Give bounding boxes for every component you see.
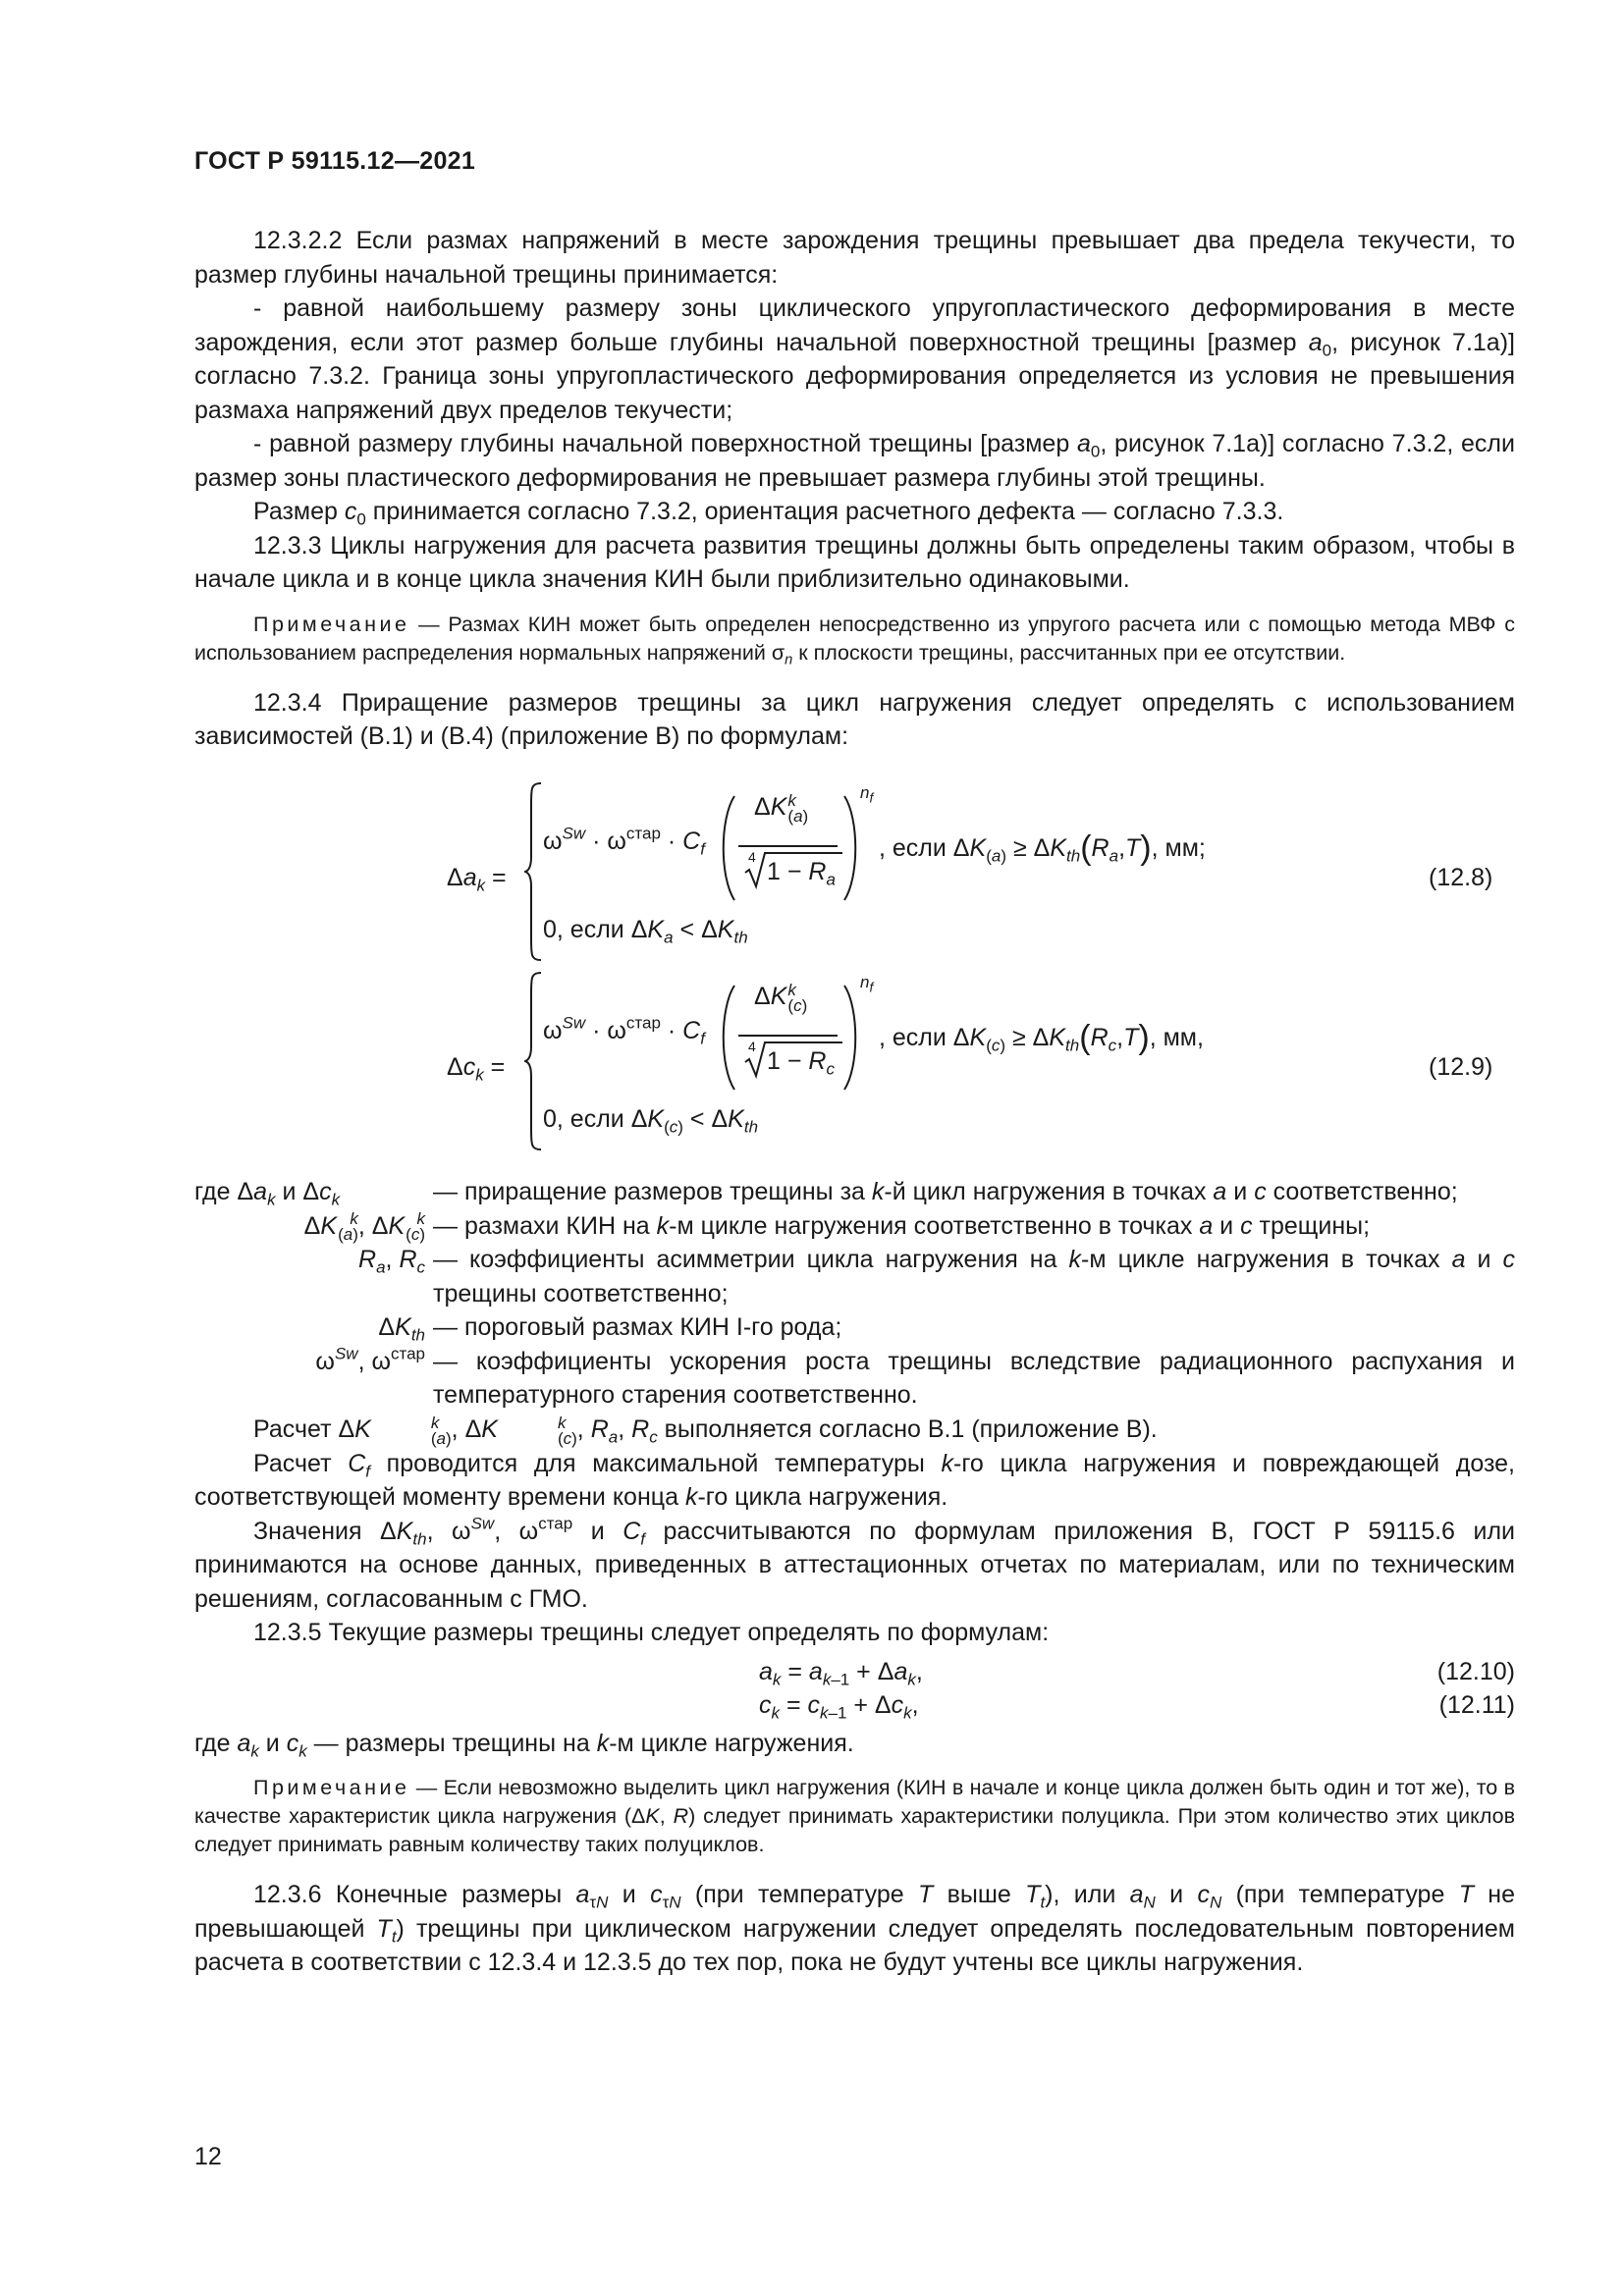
note-1: Примечание — Размах КИН может быть определен непосредственно из упругого расчета или с помощью метода МВФ с использованием распределения нормальных напряжений $\sigma_n$ к плоскости трещины, рассчитанных при ее отсутствии.	[194, 612, 1515, 668]
list-item-1: - равной наибольшему размеру зоны циклического упругопластического деформирования в месте зарождения, если этот размер больше глубины начальной поверхностной трещины [размер $a_0$, рисунок 7.1а)] согласно 7.3.2. Граница зоны упругопластического деформирования определяется из условия не превышения размаха напряжений двух пределов текучести;	[194, 294, 1515, 424]
left-paren-icon	[716, 984, 737, 1092]
formula-lhs: $\Delta a_k$ =	[447, 864, 507, 895]
definition-text: — коэффициенты ускорения роста трещины вследствие радиационного распухания и температурного старения соответственно.	[433, 1347, 1515, 1410]
paragraph-where-2: где $a_k$ и $c_k$ — размеры трещины на k-м цикле нагружения.	[194, 1729, 854, 1761]
paragraph-12-3-6: 12.3.6 Конечные размеры $a_{\tau N}$ и $c_{\tau N}$ (при температуре T выше $T_t$), или $a_N$ и $c_N$ (при температуре T не превышающей $T_t$) трещины при циклическом нагружении следует определять последовательным повторением расчета в соответствии с 12.3.4 и 12.3.5 до тех пор, пока не будут учтены все циклы нагружения.	[194, 1881, 1516, 1977]
definitions-list	[194, 1175, 1515, 1413]
text-block-bottom	[194, 1175, 1515, 1980]
paragraph-calc-1: Расчет ΔK k (a) , ΔK k (c) , $R_a$, $R_c$ выполняется согласно В.1 (приложение В).	[253, 1413, 1158, 1448]
note-2: Примечание — Если невозможно выделить цикл нагружения (КИН в начале и конце цикла должен быть один и тот же), то в качестве характеристик цикла нагружения (ΔK, R) следует принимать характеристики полуцикла. При этом количество этих циклов следует принимать равным количеству таких полуциклов.	[194, 1776, 1515, 1857]
definition-text: — размахи КИН на k-м цикле нагружения соответственно в точках a и c трещины;	[433, 1211, 1371, 1240]
definition-symbol: $\Delta K_{th}$	[378, 1313, 425, 1345]
formula-12-10: $a_k = a_{k-1} + \Delta a_k$, (12.10)	[759, 1657, 1515, 1689]
paragraph-12-3-5: 12.3.5 Текущие размеры трещины следует определять по формулам:	[253, 1619, 1050, 1647]
paragraph-12-3-3: 12.3.3 Циклы нагружения для расчета развития трещины должны быть определены таким образом, чтобы в начале цикла и в конце цикла значения КИН были приблизительно одинаковыми.	[194, 531, 1515, 593]
document-header: ГОСТ Р 59115.12—2021	[194, 147, 476, 175]
definition-symbol: где $\Delta a_k$ и $\Delta c_k$	[194, 1178, 341, 1209]
definition-symbol: $R_a$, $R_c$	[358, 1246, 425, 1277]
page-number: 12	[194, 2143, 222, 2170]
formula-12-8: $\Delta a_k$ = $\omega^{Sw} \cdot \omega^{стар} \cdot C_f$ ΔK k (a) 4 $1 - R_a$ $n_f$ , если $\Delta K_{(a)} \ge \Delta K_{th}(R_a,T)$, мм; (12.8) 0, если $\Delta K_a < \Delta K_{th}$	[0, 780, 1624, 967]
paragraph-12-3-2-2: 12.3.2.2 Если размах напряжений в месте зарождения трещины превышает два предела текучести, то размер глубины начальной трещины принимается:	[194, 227, 1515, 289]
left-paren-icon	[716, 794, 737, 902]
definition-text: — приращение размеров трещины за k-й цикл нагружения в точках a и c соответственно;	[433, 1178, 1458, 1205]
paragraph-calc-2: Расчет $C_f$ проводится для максимальной температуры k-го цикла нагружения и повреждающей дозе, соответствующей моменту времени конца k-го цикла нагружения.	[194, 1449, 1515, 1512]
paragraph-values: Значения $\Delta K_{th}$, $\omega^{Sw}$, $\omega^{стар}$ и $C_f$ рассчитываются по формулам приложения В, ГОСТ Р 59115.6 или принимаются на основе данных, приведенных в аттестационных отчетах по материалам, или по техническим решениям, согласованным с ГМО.	[194, 1514, 1515, 1613]
definition-text: — коэффициенты асимметрии цикла нагружения на k-м цикле нагружения в точках a и c трещины соответственно;	[433, 1246, 1515, 1308]
brace-icon	[524, 782, 544, 961]
definition-symbol: ΔK k (a) , ΔK k (c)	[303, 1209, 425, 1245]
formula-12-9: $\Delta c_k$ = $\omega^{Sw} \cdot \omega^{стар} \cdot C_f$ ΔK k (c) 4 $1 - R_c$ $n_f$ , если $\Delta K_{(c)} \ge \Delta K_{th}(R_c,T)$, мм, (12.9) 0, если $\Delta K_{(c)} < \Delta K_{th}$	[0, 970, 1624, 1156]
paragraph-12-3-4: 12.3.4 Приращение размеров трещины за цикл нагружения следует определять с использованием зависимостей (В.1) и (В.4) (приложение В) по формулам:	[194, 688, 1515, 750]
list-item-2: - равной размеру глубины начальной поверхностной трещины [размер $a_0$, рисунок 7.1а)] согласно 7.3.2, если размер зоны пластического деформирования не превышает размера глубины этой трещины.	[194, 430, 1515, 492]
formula-lhs: $\Delta c_k$ =	[447, 1053, 506, 1085]
text-block-top	[194, 224, 1515, 754]
right-paren-icon	[841, 794, 863, 902]
brace-icon	[524, 972, 544, 1150]
definition-text: — пороговый размах КИН I-го рода;	[433, 1313, 842, 1342]
definition-symbol: $\omega^{Sw}$, $\omega^{стар}$	[315, 1344, 425, 1375]
paragraph-size-c0: Размер $c_0$ принимается согласно 7.3.2, ориентация расчетного дефекта — согласно 7.3.3.	[253, 498, 1284, 529]
right-paren-icon	[841, 984, 863, 1092]
formula-12-11: $c_k = c_{k-1} + \Delta c_k$, (12.11)	[759, 1691, 1515, 1723]
